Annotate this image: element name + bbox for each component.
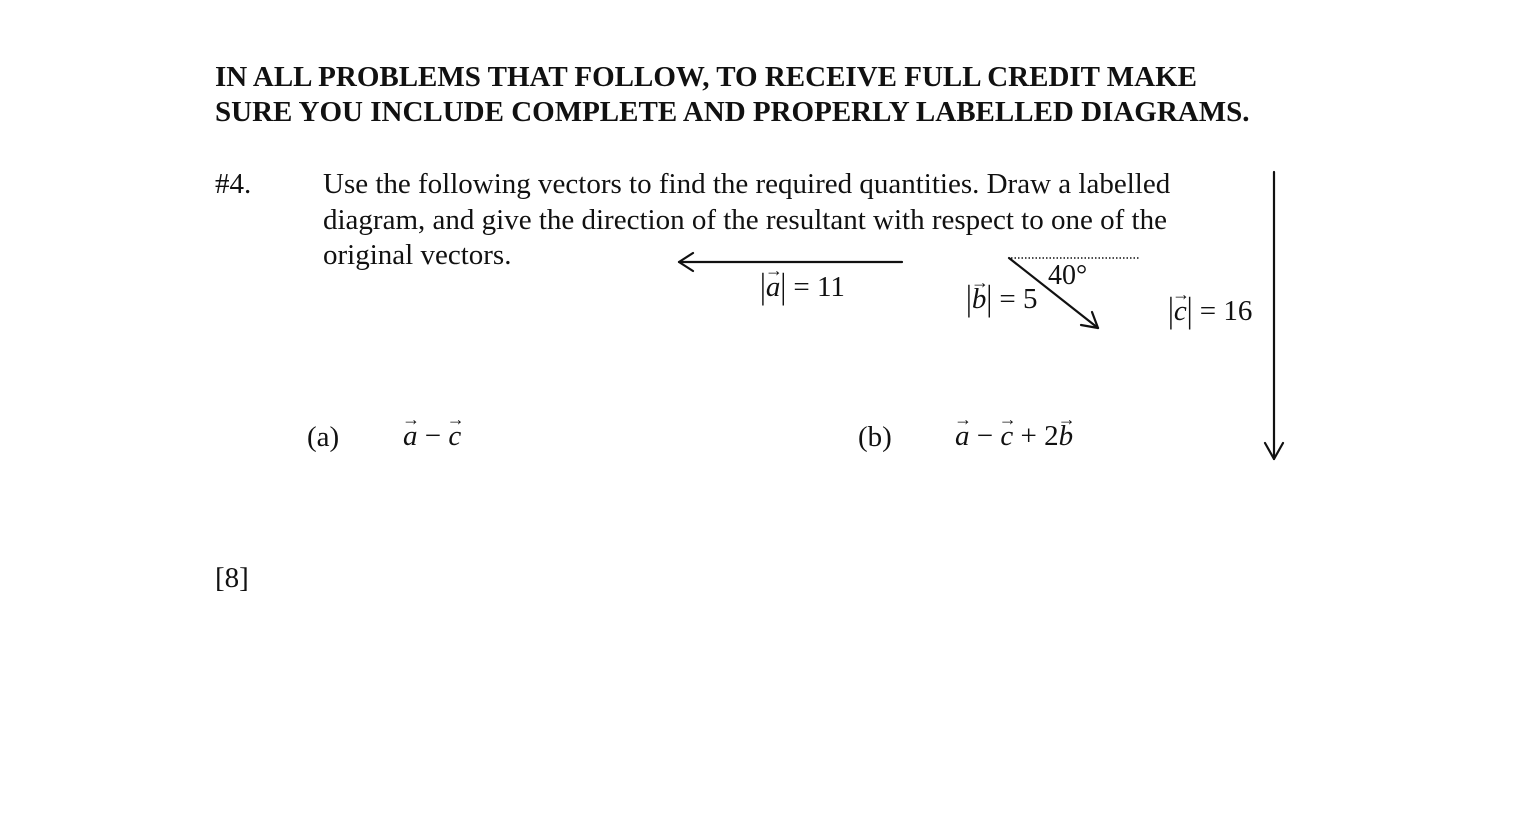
problem-instruction [323,167,1170,274]
part-b-expression: → a − → c + 2→ b [955,420,1073,453]
expr-vector-c: → c [1000,420,1013,453]
instructions-heading [215,60,1355,130]
vector-a-magnitude: 11 [816,271,845,303]
vector-c-symbol: → c [1174,295,1187,328]
vector-c-arrow [1265,172,1283,459]
expr-vector-b: → b [1059,420,1074,453]
vector-a-symbol: → a [766,271,781,304]
vector-b-magnitude: 5 [1022,283,1038,315]
heading-line-2: SURE YOU INCLUDE COMPLETE AND PROPERLY LABELLED DIAGRAMS. [215,96,1250,128]
angle-label: 40° [1048,260,1088,291]
vector-a-label: |→ a| = 11 [760,271,845,304]
vector-c-label: |→ c| = 16 [1168,295,1252,328]
vector-c-magnitude: 16 [1223,295,1253,327]
instruction-line: diagram, and give the direction of the resultant with respect to one of the [323,203,1167,236]
expr-vector-c: → c [448,420,461,453]
marks-value: [8] [215,562,249,594]
instruction-line: Use the following vectors to find the required quantities. Draw a labelled [323,168,1171,200]
expr-vector-a: → a [955,420,970,453]
part-a-label: (a) [307,421,340,453]
instruction-line: original vectors. [323,239,512,271]
vector-b-symbol: → b [972,283,987,316]
part-b-label: (b) [858,421,892,453]
heading-line-1: IN ALL PROBLEMS THAT FOLLOW, TO RECEIVE FULL CREDIT MAKE [215,61,1197,93]
problem-number: #4. [215,168,252,200]
part-a-expression: → a − → c [403,420,461,453]
expr-vector-a: → a [403,420,418,453]
vector-b-label: |→ b| = 5 [966,283,1037,316]
